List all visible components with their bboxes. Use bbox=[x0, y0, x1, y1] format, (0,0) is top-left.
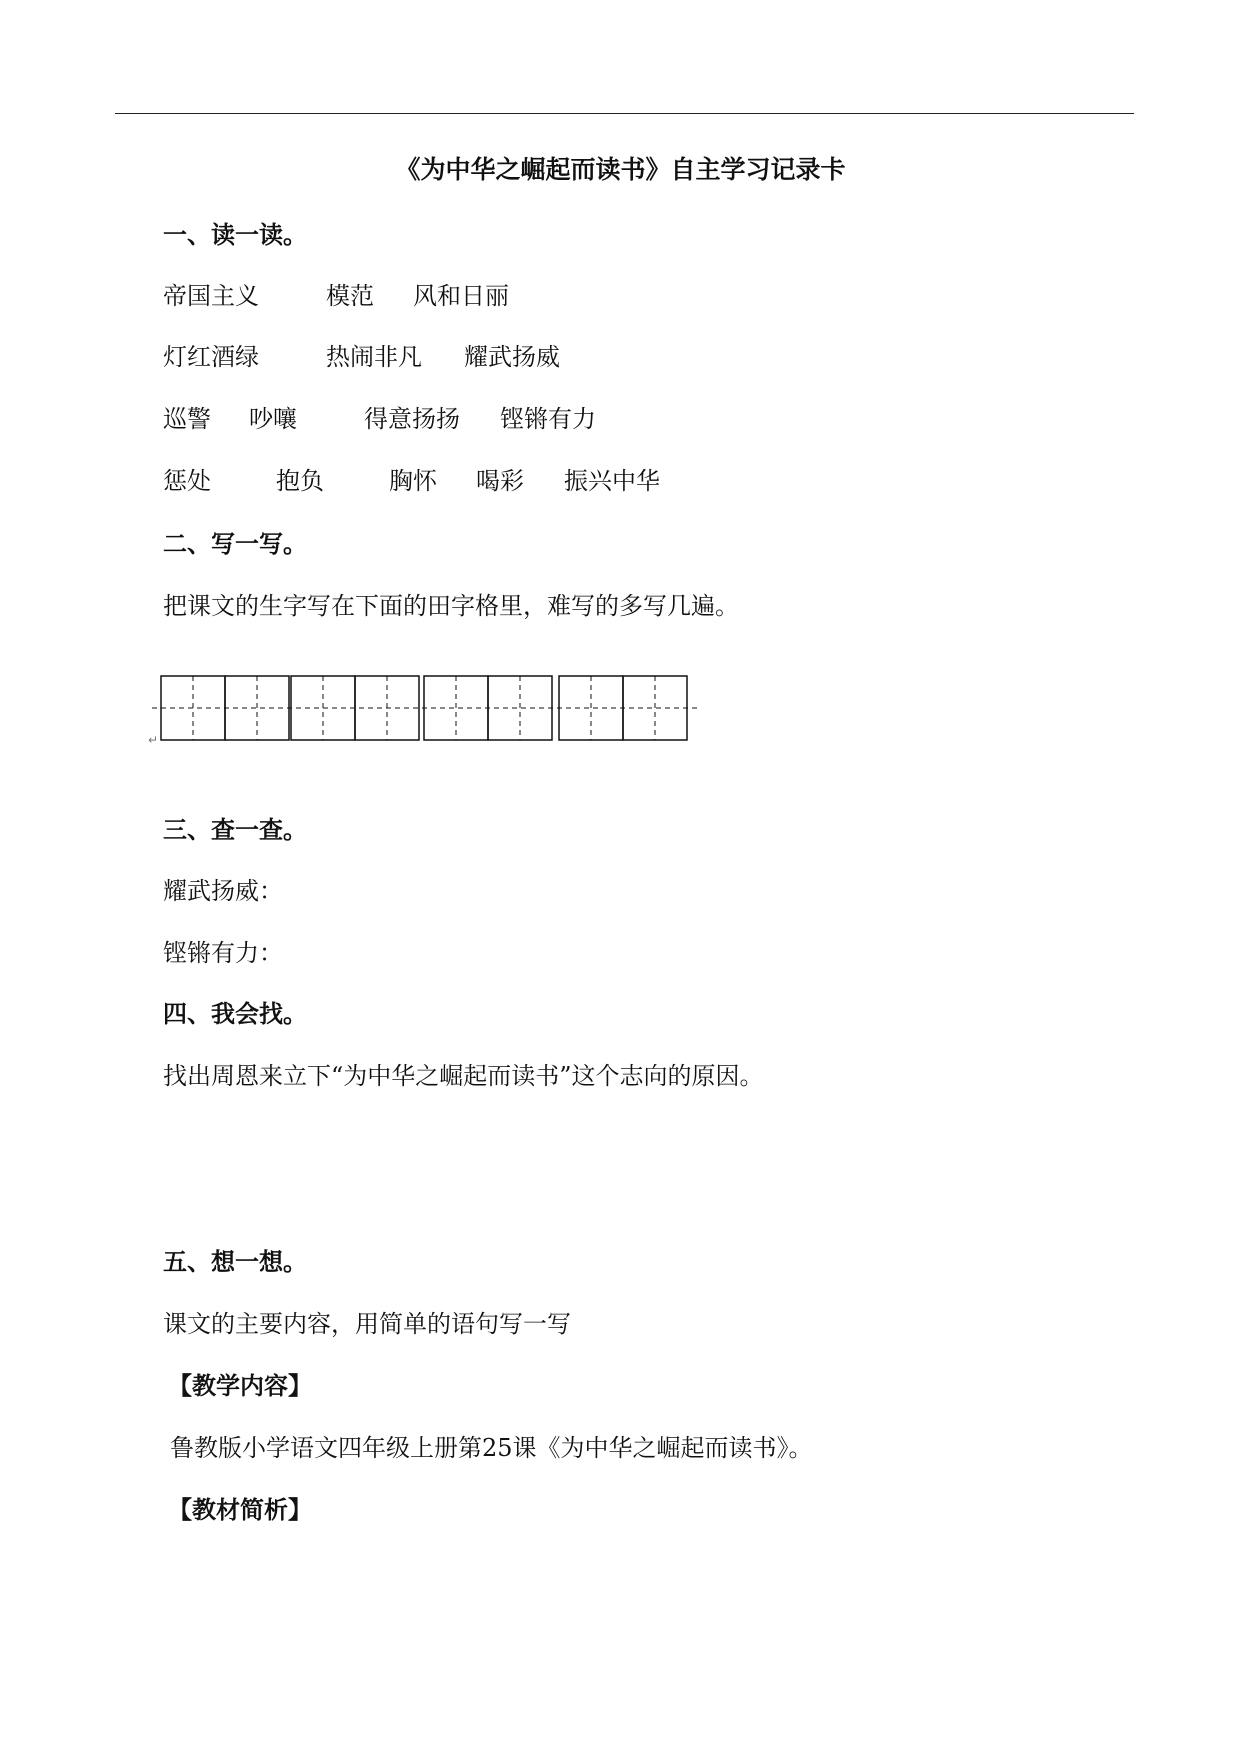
teaching-content-text: 鲁教版小学语文四年级上册第25课《为中华之崛起而读书》。 bbox=[170, 1434, 813, 1462]
lookup-item: 耀武扬威： bbox=[163, 877, 283, 905]
section-2-heading: 二、写一写。 bbox=[163, 530, 307, 558]
vocab-word: 帝国主义 bbox=[163, 282, 259, 310]
section-4-instruction: 找出周恩来立下“为中华之崛起而读书”这个志向的原因。 bbox=[163, 1062, 764, 1090]
teaching-content-heading: 【教学内容】 bbox=[168, 1372, 312, 1400]
section-1-heading: 一、读一读。 bbox=[163, 221, 307, 249]
vocab-word: 胸怀 bbox=[389, 467, 437, 495]
vocab-word: 耀武扬威 bbox=[464, 343, 560, 371]
material-analysis-heading: 【教材简析】 bbox=[168, 1496, 312, 1524]
vocab-word: 铿锵有力 bbox=[500, 405, 596, 433]
vocab-word: 灯红酒绿 bbox=[163, 343, 259, 371]
vocab-word: 热闹非凡 bbox=[326, 343, 422, 371]
vocab-word: 风和日丽 bbox=[413, 282, 509, 310]
vocab-word: 巡警 bbox=[163, 405, 211, 433]
vocab-word: 喝彩 bbox=[476, 467, 524, 495]
vocab-word: 振兴中华 bbox=[564, 467, 660, 495]
document-title: 《为中华之崛起而读书》自主学习记录卡 bbox=[395, 155, 846, 184]
lookup-item: 铿锵有力： bbox=[163, 939, 283, 967]
section-5-instruction: 课文的主要内容，用简单的语句写一写 bbox=[163, 1310, 571, 1338]
section-3-heading: 三、查一查。 bbox=[163, 816, 307, 844]
paragraph-mark: ↵ bbox=[148, 733, 159, 747]
vocab-word: 惩处 bbox=[163, 467, 211, 495]
vocab-word: 抱负 bbox=[276, 467, 324, 495]
section-2-instruction: 把课文的生字写在下面的田字格里，难写的多写几遍。 bbox=[163, 592, 739, 620]
section-5-heading: 五、想一想。 bbox=[163, 1248, 307, 1276]
vocab-word: 模范 bbox=[326, 282, 374, 310]
vocab-word: 得意扬扬 bbox=[364, 405, 460, 433]
header-rule bbox=[115, 113, 1134, 114]
vocab-word: 吵嚷 bbox=[249, 405, 297, 433]
section-4-heading: 四、我会找。 bbox=[163, 1000, 307, 1028]
tianzige-grid bbox=[150, 672, 710, 744]
